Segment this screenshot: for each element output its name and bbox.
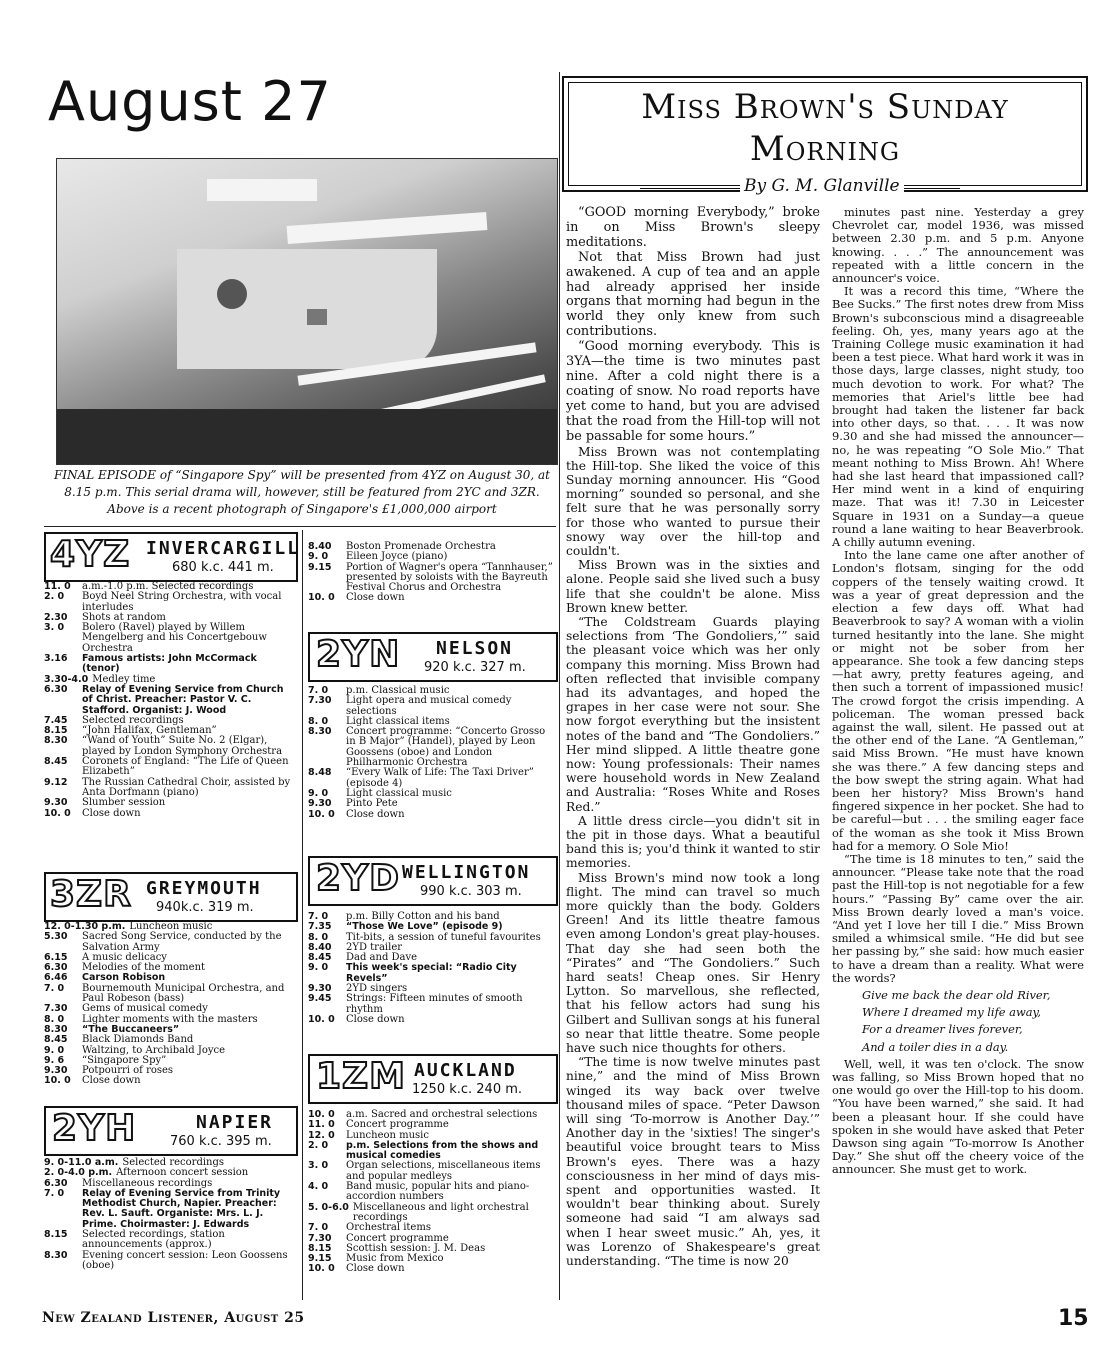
- programme-title: Luncheon music: [129, 921, 213, 932]
- poem-line: And a toiler dies in a day.: [862, 1039, 1009, 1054]
- programme-title: Relay of Evening Service from Church of Christ. Preacher: Pastor V. C. Stafford. Organist: J. Wood: [82, 683, 284, 716]
- story-title: [564, 86, 1086, 170]
- programme-title: Concert programme: [346, 1232, 449, 1244]
- programme-title: Music from Mexico: [346, 1253, 444, 1265]
- programme-item: [44, 757, 296, 778]
- programme-title: Bournemouth Municipal Orchestra, and Paul Robeson (bass): [82, 982, 285, 1005]
- programme-title: “The Buccaneers”: [82, 1023, 180, 1035]
- programme-title: Black Diamonds Band: [82, 1034, 194, 1046]
- programme-time: 8. 0: [44, 1013, 65, 1025]
- story-paragraph: “GOOD morning Everybody,” broke in on Miss Brown's sleepy meditations.: [566, 205, 820, 250]
- programme-time: 6.46: [44, 972, 68, 984]
- programme-time: 7. 0: [308, 685, 329, 696]
- programme-title: “Singapore Spy”: [82, 1054, 167, 1066]
- programme-time: 8. 0: [308, 715, 329, 727]
- programme-time: 8.45: [308, 952, 332, 964]
- programme-title: “Wand of Youth” Suite No. 2 (Elgar), played by London Symphony Orchestra: [82, 735, 283, 757]
- programme-list-3zr: [44, 922, 296, 1087]
- programme-title: Light opera and musical comedy selections: [346, 695, 512, 717]
- programme-item: [44, 685, 296, 716]
- programme-time: 9.30: [308, 983, 332, 995]
- station-callsign: 2YD: [316, 858, 400, 899]
- programme-title: Dad and Dave: [346, 952, 418, 964]
- programme-title: Organ selections, miscellaneous items and popular medleys: [346, 1160, 541, 1182]
- station-box-1zm: [308, 1054, 558, 1104]
- programme-title: Light classical items: [346, 715, 450, 727]
- programme-item: [44, 654, 296, 675]
- programme-title: Strings: Fifteen minutes of smooth rhythm: [346, 993, 523, 1015]
- programme-title: Band music, popular hits and piano-accordion numbers: [346, 1181, 530, 1203]
- programme-time: 7. 0: [44, 1187, 65, 1199]
- station-callsign: 1ZM: [316, 1056, 406, 1097]
- programme-time: 6.15: [44, 951, 68, 963]
- programme-time: 8.30: [44, 1023, 68, 1035]
- programme-title: Luncheon music: [346, 1129, 429, 1141]
- programme-time: 9. 6: [44, 1054, 65, 1066]
- programme-title: Close down: [346, 1013, 405, 1025]
- programme-item: [308, 1015, 556, 1025]
- programme-item: [308, 994, 556, 1015]
- programme-title: Scottish session: J. M. Deas: [346, 1242, 486, 1254]
- programme-title: Waltzing, to Archibald Joyce: [82, 1044, 226, 1056]
- programme-title: p.m. Billy Cotton and his band: [346, 911, 500, 922]
- programme-title: Selected recordings: [122, 1157, 225, 1168]
- programme-title: Concert programme: [346, 1119, 449, 1131]
- programme-title: Sacred Song Service, conducted by the Salvation Army: [82, 931, 282, 953]
- programme-title: A music delicacy: [82, 951, 167, 963]
- programme-time: 6.30: [44, 962, 68, 974]
- programme-item: [308, 1182, 556, 1203]
- programme-title: Pinto Pete: [346, 798, 398, 810]
- programme-time: 10. 0: [44, 807, 71, 819]
- station-name: GREYMOUTH: [146, 878, 262, 899]
- programme-item: [44, 932, 296, 953]
- station-frequency: 1250 k.c. 240 m.: [412, 1082, 523, 1097]
- poem-line: Give me back the dear old River,: [862, 987, 1051, 1002]
- caption-rule: [44, 526, 556, 527]
- station-box-2yh: [44, 1106, 298, 1156]
- programme-time: 10. 0: [308, 1263, 335, 1275]
- footer-publication: New Zealand Listener, August 25: [42, 1310, 305, 1326]
- column-rule: [302, 530, 303, 1300]
- date-heading: August 27: [48, 70, 332, 133]
- station-box-4yz: [44, 532, 301, 582]
- programme-time: 12. 0-1.30 p.m.: [44, 921, 126, 932]
- programme-title: This week's special: “Radio City Revels”: [346, 962, 517, 984]
- station-frequency: 760 k.c. 395 m.: [170, 1134, 272, 1149]
- programme-item: [44, 623, 296, 654]
- story-paragraph: “Good morning everybody. This is 3YA—the time is two minutes past nine. After a cold night there is a coating of snow. No road reports have yet come to hand, but you are advised that the road from the Hill-top will not be passable for some hours.”: [566, 339, 820, 444]
- programme-time: 9.45: [308, 993, 332, 1005]
- programme-list-4yz-cont: [308, 542, 556, 604]
- programme-title: a.m. Sacred and orchestral selections: [346, 1109, 538, 1120]
- story-paragraph: Miss Brown's mind now took a long flight. The mind can travel so much more quickly than the body. Golders Green! And its little theatre famous even among London's great play-houses. That day she had seen both the “Pirates” and “The Gondoliers.” Such hard seats! Cheap ones. Sir Henry Lytton. So marvellous, she reflected, that his fellow actors had sung his Gilbert and Sullivan songs at his funeral so near that little theatre. Some people have such nice thoughts for others.: [566, 870, 820, 1056]
- programme-time: 5.30: [44, 931, 68, 943]
- programme-title: “John Halifax, Gentleman”: [82, 725, 217, 737]
- programme-title: Coronets of England: “The Life of Queen Elizabeth”: [82, 756, 289, 778]
- story-paragraph: A little dress circle—you didn't sit in the pit in those days. What a beautiful band this is; you'd think it wanted to stir memories.: [566, 813, 820, 871]
- programme-time: 7. 0: [44, 982, 65, 994]
- programme-title: a.m.-1.0 p.m. Selected recordings: [82, 581, 254, 592]
- programme-time: 3.16: [44, 653, 68, 665]
- programme-time: 8.15: [44, 725, 68, 737]
- programme-time: 9.15: [308, 561, 332, 573]
- programme-title: p.m. Classical music: [346, 685, 450, 696]
- programme-time: 10. 0: [44, 1075, 71, 1087]
- programme-title: “Those We Love” (episode 9): [346, 921, 503, 933]
- programme-time: 6.30: [44, 1177, 68, 1189]
- programme-title: Evening concert session: Leon Goossens (oboe): [82, 1249, 288, 1271]
- programme-title: Light classical music: [346, 787, 452, 799]
- station-callsign: 3ZR: [50, 874, 132, 915]
- programme-title: Afternoon concert session: [116, 1167, 249, 1179]
- story-column-2: [832, 206, 1084, 1177]
- programme-time: 7.30: [44, 1003, 68, 1015]
- programme-item: [44, 592, 296, 613]
- page-number: 15: [1058, 1306, 1089, 1331]
- station-name: NELSON: [436, 638, 514, 659]
- programme-time: 6.30: [44, 683, 68, 695]
- station-box-3zr: [44, 872, 298, 922]
- programme-time: 9. 0: [308, 551, 329, 563]
- programme-time: 9.30: [308, 798, 332, 810]
- programme-time: 8.30: [308, 726, 332, 738]
- programme-title: Eileen Joyce (piano): [346, 551, 448, 563]
- programme-title: Slumber session: [82, 797, 166, 809]
- station-frequency: 920 k.c. 327 m.: [424, 660, 526, 675]
- programme-time: 8.30: [44, 735, 68, 747]
- programme-title: Boyd Neel String Orchestra, with vocal interludes: [82, 591, 282, 613]
- programme-title: Shots at random: [82, 611, 166, 623]
- programme-title: p.m. Selections from the shows and musical comedies: [346, 1139, 539, 1162]
- programme-title: Close down: [82, 807, 141, 819]
- programme-item: [308, 810, 556, 820]
- programme-list-2yd: [308, 912, 556, 1025]
- programme-item: [308, 1161, 556, 1182]
- station-callsign: 2YN: [316, 634, 401, 675]
- programme-list-2yh: [44, 1158, 296, 1271]
- programme-list-1zm: [308, 1110, 556, 1275]
- programme-title: Medley time: [92, 673, 156, 685]
- programme-list-4yz: [44, 582, 296, 819]
- programme-time: 10. 0: [308, 1013, 335, 1025]
- programme-item: [308, 563, 556, 594]
- programme-time: 9. 0: [44, 1044, 65, 1056]
- station-callsign: 4YZ: [50, 534, 131, 575]
- programme-title: Selected recordings, station announcements (approx.): [82, 1229, 225, 1251]
- programme-time: 7.45: [44, 714, 68, 726]
- programme-time: 8.48: [308, 767, 332, 779]
- programme-title: Orchestral items: [346, 1222, 431, 1234]
- column-rule: [559, 72, 560, 1300]
- programme-item: [308, 1264, 556, 1274]
- programme-time: 2. 0: [308, 1139, 329, 1151]
- programme-time: 11. 0: [44, 581, 71, 592]
- programme-time: 7.30: [308, 695, 332, 707]
- programme-time: 9. 0-11.0 a.m.: [44, 1157, 119, 1168]
- station-frequency: 940k.c. 319 m.: [156, 900, 254, 915]
- programme-item: [44, 736, 296, 757]
- programme-item: [44, 809, 296, 819]
- station-name: AUCKLAND: [414, 1060, 517, 1081]
- programme-time: 4. 0: [308, 1181, 329, 1193]
- programme-title: Close down: [346, 1263, 405, 1275]
- story-column-1: [566, 206, 820, 1268]
- programme-time: 3.30-4.0: [44, 673, 89, 685]
- programme-title: Close down: [346, 808, 405, 820]
- programme-time: 2. 0-4.0 p.m.: [44, 1167, 113, 1179]
- programme-time: 8.45: [44, 1034, 68, 1046]
- programme-time: 12. 0: [308, 1129, 335, 1141]
- programme-time: 9.15: [308, 1253, 332, 1265]
- programme-title: The Russian Cathedral Choir, assisted by Anta Dorfmann (piano): [82, 776, 291, 798]
- programme-title: Famous artists: John McCormack (tenor): [82, 653, 257, 675]
- programme-title: 2YD trailer: [346, 941, 403, 953]
- programme-title: Potpourri of roses: [82, 1065, 174, 1077]
- station-box-2yd: [308, 856, 558, 906]
- programme-time: 9.12: [44, 776, 68, 788]
- station-box-2yn: [308, 632, 558, 682]
- programme-item: [44, 984, 296, 1005]
- story-paragraph: minutes past nine. Yesterday a grey Chevrolet car, model 1936, was missed between 2.30 p.m. and 5 p.m. Anyone knowing. . . .” The announcement was repeated with a little concern in the announcer's voice.: [832, 205, 1084, 286]
- story-paragraph: Miss Brown was in the sixties and alone. People said she lived such a busy life that she couldn't be alone. Miss Brown knew better.: [566, 558, 820, 615]
- programme-time: 2.30: [44, 611, 68, 623]
- photo-caption: FINAL EPISODE of “Singapore Spy” will be presented from 4YZ on August 30, at 8.15 p.m. This serial drama will, however, still be featured from 2YC and 3ZR. Above is a recent photograph of Singapore's £1,000,000 airport: [54, 468, 550, 516]
- programme-item: [44, 1230, 296, 1251]
- programme-item: [44, 1189, 296, 1230]
- programme-title: Selected recordings: [82, 714, 184, 726]
- story-paragraph: “The Coldstream Guards playing selections from ‘The Gondoliers,’” said the pleasant voice which was her only company this morning. Miss Brown had often reflected that invisible company had its advantages, and hoped the grapes in her case were not sour. She now forgot everything but the insistent notes of the band and “The Gondoliers.” Her mind slipped. A little theatre gone now: Young professionals: Their names were household words in New Zealand and Australia: “Roses White and Roses Red.”: [566, 614, 820, 814]
- airport-photo: [56, 158, 558, 465]
- programme-time: 8.45: [44, 756, 68, 768]
- story-paragraph: It was a record this time, “Where the Bee Sucks.” The first notes drew from Miss Brown's subconscious mind a disagreeable feeling. Oh, yes, many years ago at the Training College music examination it had been a test piece. What hard work it was in those days, large classes, night study, too much devotion to work. For what? The memories that Ariel's little bee had brought had taken the listener far back into other days, so that. . . . It was now 9.30 and she had missed the announcer—no, he was repeating “O Sole Mio.” That meant nothing to Miss Brown. Ah! Where had she last heard that impassioned call? Her mind went in a kind of enquiring maze. That was it! 7.30 in Leicester Square in 1931 on a Sunday—a queue round a lane waiting to hear Beaverbrook. A chilly autumn evening.: [832, 284, 1084, 550]
- programme-title: Tit-bits, a session of tuneful favourites: [346, 931, 541, 943]
- programme-time: 8.15: [308, 1242, 332, 1254]
- programme-title: “Every Walk of Life: The Taxi Driver” (episode 4): [346, 767, 534, 789]
- programme-time: 9.30: [44, 1065, 68, 1077]
- programme-time: 7.30: [308, 1232, 332, 1244]
- station-name: INVERCARGILL: [146, 538, 301, 559]
- station-name: NAPIER: [196, 1112, 274, 1133]
- programme-title: Concert programme: “Concerto Grosso in B Major” (Handel), played by Leon Goossens (oboe) and London Philharmonic Orchestra: [346, 726, 546, 769]
- programme-time: 7. 0: [308, 911, 329, 922]
- story-paragraph: Well, well, it was ten o'clock. The snow was falling, so Miss Brown hoped that no one would go over the Hill-top to his doom. “You have been warned,” she said. It had been a pleasant hour. If she could have spoken in she would have asked that Peter Dawson sing again “To-morrow Is Another Day.” She shut off the cheery voice of the announcer. She must get to work.: [832, 1056, 1084, 1177]
- byline: By G. M. Glanville: [740, 176, 904, 196]
- programme-time: 8.15: [44, 1229, 68, 1241]
- programme-item: [44, 1251, 296, 1272]
- programme-item: [308, 727, 556, 768]
- station-callsign: 2YH: [52, 1108, 137, 1149]
- programme-time: 3. 0: [44, 622, 65, 634]
- programme-title: Lighter moments with the masters: [82, 1013, 258, 1025]
- station-name: WELLINGTON: [402, 862, 531, 883]
- programme-title: Miscellaneous and light orchestral recordings: [352, 1201, 529, 1223]
- poem-line: Where I dreamed my life away,: [862, 1005, 1042, 1020]
- programme-time: 8.40: [308, 941, 332, 953]
- programme-item: [44, 1076, 296, 1086]
- programme-time: 11. 0: [308, 1119, 335, 1131]
- programme-time: 9. 0: [308, 787, 329, 799]
- programme-time: 10. 0: [308, 808, 335, 820]
- programme-time: 7. 0: [308, 1222, 329, 1234]
- story-title-line1: Miss Brown's Sunday: [641, 87, 1009, 127]
- programme-title: Miscellaneous recordings: [82, 1177, 213, 1189]
- programme-title: Gems of musical comedy: [82, 1003, 208, 1015]
- poem-line: For a dreamer lives forever,: [862, 1022, 1023, 1037]
- story-paragraph: Miss Brown was not contemplating the Hill-top. She liked the voice of this Sunday morning announcer. His “Good morning” sounded so personal, and she felt sure that he was personally sorry for those who wanted to pursue their snowy way over the hill-top and couldn't.: [566, 444, 820, 558]
- programme-title: Boston Promenade Orchestra: [346, 541, 496, 552]
- story-paragraph: Into the lane came one after another of London's flotsam, singing for the odd coppers of the tensely waiting crowd. It was a year of great depression and the election a few days off. What had Beaverbrook to say? A woman with a violin turned hesitantly into the lane. She might or might not be sober from her appearance. She took a few dancing steps—hat awry, pretty features ageing, and then such a torrent of impassioned music! The crowd forgot the crisis impending. A policeman. The woman pressed back against the wall, silent. He passed out at the other end of the Lane. “A Gentleman,” said Miss Brown. “He must have known she was there.” A few dancing steps and the bow swept the string again. What had been her history? Miss Brown's hand fingered sixpence in her pocket. She had to be careful—but . . . the smiling eager face of the woman as she took it Miss Brown had for a memory. O Sole Mio!: [832, 548, 1084, 853]
- story-paragraph: Not that Miss Brown had just awakened. A cup of tea and an apple had already apprised her inside organs that morning had begun in the world they only knew from such contributions.: [566, 249, 820, 340]
- story-paragraph: “The time is 18 minutes to ten,” said the announcer. “Please take note that the road past the Hill-top is not negotiable for a few hours.” “Passing By” came over the air. Miss Brown dearly loved a man's voice. “And yet I love her till I die.” Miss Brown smiled a whimsical smile. “He did but see her passing by,” she said: how much easier to have a dream than a reality. What were the words?: [832, 851, 1084, 985]
- programme-item: [308, 696, 556, 717]
- programme-time: 2. 0: [44, 591, 65, 603]
- programme-title: Relay of Evening Service from Trinity Methodist Church, Napier. Preacher: Rev. L. Sauft. Organiste: Mrs. L. J. Prime. Choirmaster: J. Edwards: [82, 1187, 281, 1230]
- programme-title: Portion of Wagner's opera “Tannhauser,” presented by soloists with the Bayreuth Festival Chorus and Orchestra: [346, 561, 553, 594]
- programme-title: Close down: [82, 1075, 141, 1087]
- programme-time: 10. 0: [308, 592, 335, 604]
- station-frequency: 680 k.c. 441 m.: [172, 560, 274, 575]
- programme-item: [308, 593, 556, 603]
- programme-time: 9. 0: [308, 962, 329, 974]
- station-frequency: 990 k.c. 303 m.: [420, 884, 522, 899]
- story-paragraph: “The time is now twelve minutes past nine,” and the mind of Miss Brown winged its way back over twelve thousand miles of space. “Peter Dawson will sing ‘To-morrow is Another Day.’” Another day in the 'sixties! The singer's beautiful voice brought tears to Miss Brown's eyes. There was a hazy consciousness in her mind of days mis-spent and opportunities wasted. It wouldn't bear thinking about. Surely someone had said “I am always sad when I hear sweet music.” Ah, yes, it was Lorenzo of Shakespeare's great understanding. “The time is now 20: [566, 1055, 820, 1269]
- programme-title: Bolero (Ravel) played by Willem Mengelberg and his Concertgebouw Orchestra: [82, 622, 267, 654]
- programme-title: 2YD singers: [346, 983, 408, 995]
- programme-item: [44, 778, 296, 799]
- programme-title: Melodies of the moment: [82, 962, 206, 974]
- story-title-box: [562, 76, 1088, 192]
- programme-list-2yn: [308, 686, 556, 820]
- programme-item: [308, 963, 556, 984]
- programme-time: 8. 0: [308, 931, 329, 943]
- programme-item: [44, 798, 296, 808]
- programme-title: Carson Robison: [82, 972, 166, 984]
- programme-item: [308, 1203, 556, 1224]
- programme-time: 10. 0: [308, 1109, 335, 1120]
- story-title-line2: Morning: [749, 129, 901, 169]
- programme-title: Close down: [346, 592, 405, 604]
- programme-time: 9.30: [44, 797, 68, 809]
- programme-time: 8.40: [308, 541, 332, 552]
- programme-time: 7.35: [308, 921, 332, 933]
- programme-time: 5. 0-6.0: [308, 1201, 349, 1213]
- programme-time: 3. 0: [308, 1160, 329, 1172]
- programme-item: [308, 768, 556, 789]
- programme-time: 8.30: [44, 1249, 68, 1261]
- programme-item: [308, 1141, 556, 1162]
